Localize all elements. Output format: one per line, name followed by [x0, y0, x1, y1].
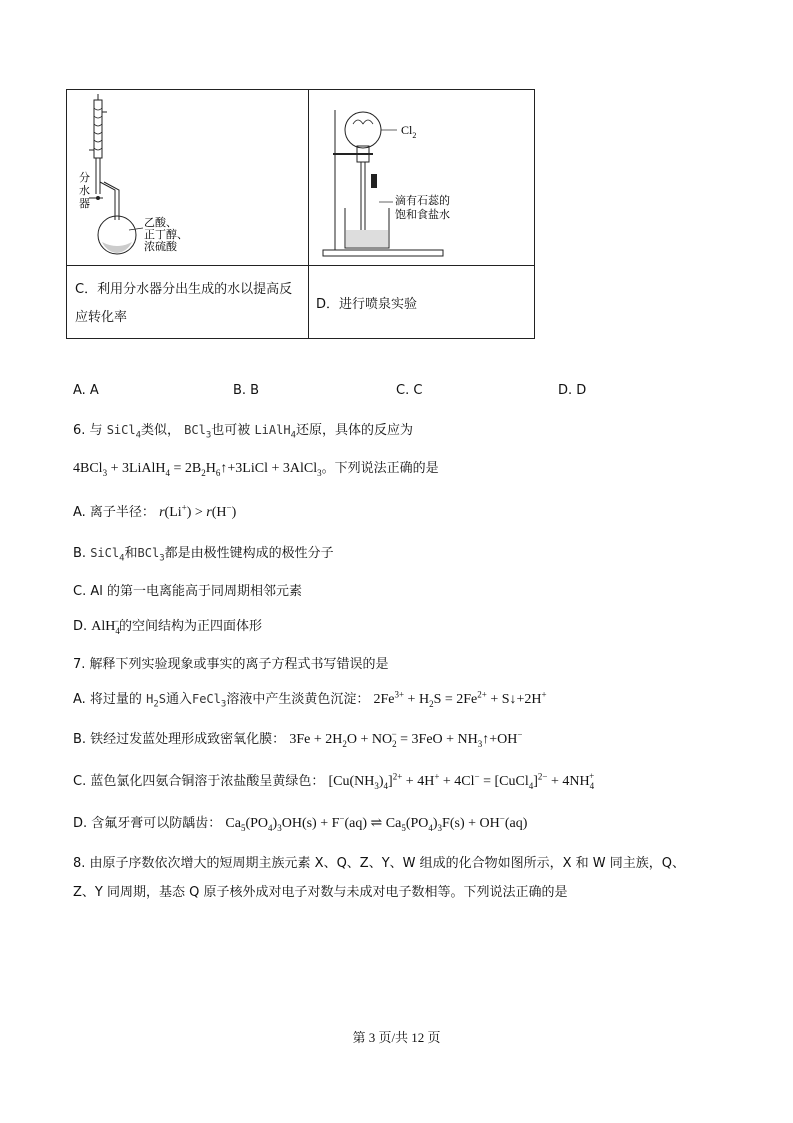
q7-option-a-pre: A. 将过量的 — [73, 692, 142, 707]
q7-option-c-text: C. 蓝色氯化四氨合铜溶于浓盐酸呈黄绿色： — [73, 774, 325, 789]
q6-option-d-post: 的空间结构为正四面体形 — [119, 619, 263, 634]
flask-label-1: 乙酸、 — [144, 216, 177, 229]
q5-option-b: B. B — [233, 383, 260, 398]
fountain-experiment-figure — [309, 90, 535, 265]
q6-option-a — [73, 501, 236, 521]
q7-option-a-post: 溶液中产生淡黄色沉淀： — [226, 692, 370, 707]
apparatus-table — [66, 89, 535, 339]
q6-lialh4-sub: 4 — [290, 430, 296, 441]
q7-option-d-text: D. 含氟牙膏可以防龋齿： — [73, 816, 222, 831]
q5-option-c: C. C — [396, 383, 423, 398]
cell-d: D．进行喷泉实验 — [316, 297, 418, 312]
q7-option-b-text: B. 铁经过发蓝处理形成致密氧化膜： — [73, 732, 286, 747]
gas-subscript: 2 — [412, 131, 417, 140]
separator-label-2: 水 — [79, 184, 90, 197]
flask-label-3: 浓硫酸 — [144, 240, 177, 253]
cell-c-line-2: 应转化率 — [75, 310, 128, 325]
q6-option-d: D. AlH$_4$−的空间结构为正四面体形 — [73, 616, 263, 636]
gas-formula: Cl — [401, 123, 413, 137]
q6-option-b-and: 和 — [124, 546, 138, 561]
gas-label — [401, 123, 416, 140]
q6-option-a-formula: r(Li+) > r(H−) — [159, 502, 237, 520]
separator-label-1: 分 — [79, 171, 90, 184]
separator-label-3: 器 — [79, 197, 90, 210]
liquid-label-1: 滴有石蕊的 — [395, 194, 450, 207]
page-footer: 第 3 页/共 12 页 — [352, 1030, 441, 1045]
q6-mid1: 类似， — [141, 423, 181, 438]
q7-option-c: C. 蓝色氯化四氨合铜溶于浓盐酸呈黄绿色： $[Cu(NH_3)_4]^{2+} + 4H^+ + 4Cl^-$ = [CuCl$_4$]$^{2-}$ + $4NH_4^+$ — [73, 771, 595, 791]
table-divider-horizontal — [67, 265, 535, 266]
water-separator-figure — [67, 90, 307, 265]
q6-bcl3: BCl — [184, 423, 206, 437]
q6-option-a-text: A. 离子半径： — [73, 505, 155, 520]
q7-option-b: B. 铁经过发蓝处理形成致密氧化膜： $3Fe + 2H_2O + NO_2^- = 3FeO$ + $NH_3↑+OH^-$ — [73, 729, 523, 749]
q5-option-d: D. D — [558, 383, 587, 398]
q6-sicl4-sub: 4 — [135, 430, 142, 441]
q6-sicl4: SiCl — [106, 423, 136, 437]
q6-suffix: 还原，具体的反应为 — [295, 423, 413, 438]
cell-c-line-1: C．利用分水器分出生成的水以提高反 — [75, 282, 293, 297]
q6-stem — [73, 419, 413, 440]
q6-mid2: 也可被 — [211, 423, 251, 438]
q6-equation — [73, 457, 439, 478]
flask-label-2: 正丁醇、 — [144, 228, 188, 241]
q6-lialh4: LiAlH — [254, 423, 291, 437]
q6-equation-tail: 。下列说法正确的是 — [321, 461, 439, 476]
q8-line-2: Z、Y 同周期，基态 Q 原子核外成对电子对数与未成对电子数相等。下列说法正确的是 — [73, 885, 568, 900]
q6-option-b: B. SiCl$_4$和BCl$_3$都是由极性键构成的极性分子 — [73, 546, 334, 564]
q7-option-d: D. 含氟牙膏可以防龋齿： $Ca_5(PO_4)_3OH(s) + F^-(aq)$ ⇌ $Ca_5(PO_4)_3F(s) + OH^-(aq)$ — [73, 813, 528, 833]
q6-prefix: 6. 与 — [73, 423, 103, 438]
q6-option-b-post: 都是由极性键构成的极性分子 — [164, 546, 334, 561]
q6-option-d-pre: D. — [73, 619, 88, 634]
q5-option-a: A. A — [73, 383, 99, 398]
liquid-label-2: 饱和食盐水 — [395, 208, 450, 221]
q7-stem: 7. 解释下列实验现象或事实的离子方程式书写错误的是 — [73, 657, 389, 672]
q6-option-c: C. Al 的第一电离能高于同周期相邻元素 — [73, 584, 302, 599]
q6-option-b-pre: B. — [73, 546, 87, 561]
cell-c — [75, 276, 303, 332]
q8-line-1: 8. 由原子序数依次增大的短周期主族元素 X、Q、Z、Y、W 组成的化合物如图所示，X 和 W 同主族，Q、 — [73, 856, 686, 871]
q6-reaction-equation: 4BCl$_3$ + 3LiAlH$_4$ = $2B_2H_6↑+3LiCl$ + 3AlCl$_3$ — [73, 461, 322, 478]
q6-bcl3-sub: 3 — [205, 430, 212, 441]
q7-option-a-mid: 通入 — [165, 692, 192, 707]
q7-option-a: A. 将过量的 $H_2S$通入FeCl$_3$溶液中产生淡黄色沉淀： $2Fe^{3+} + H_2S = 2Fe^{2+}$ + S↓+2H+ — [73, 689, 547, 710]
